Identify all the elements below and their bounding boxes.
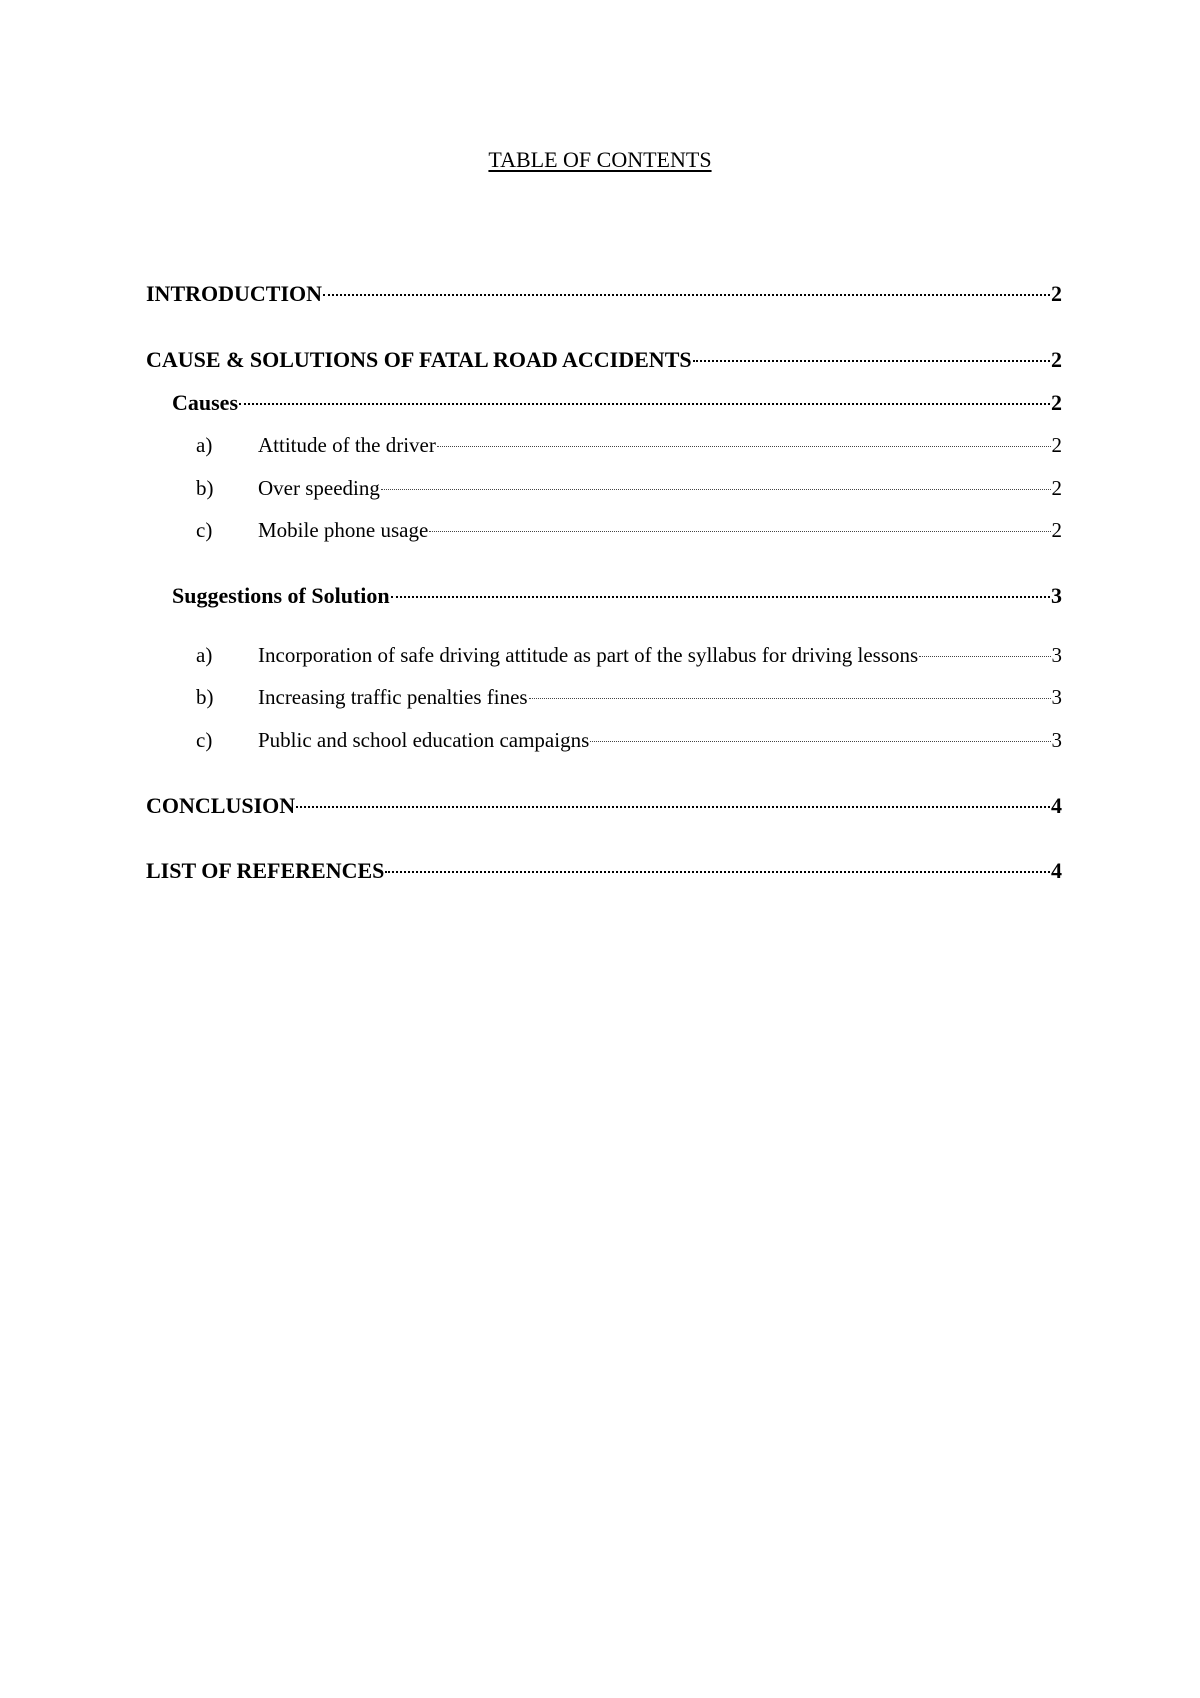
toc-page-number: 3 xyxy=(1051,685,1062,709)
toc-entry-label: Suggestions of Solution xyxy=(172,583,390,608)
toc-page-number: 3 xyxy=(1051,583,1062,608)
dot-leader xyxy=(239,403,1050,405)
toc-entry-mobile-phone-usage[interactable] xyxy=(196,516,1062,544)
toc-page-number: 2 xyxy=(1051,476,1062,500)
toc-page-number: 3 xyxy=(1051,643,1062,667)
toc-entry-over-speeding[interactable] xyxy=(196,474,1062,502)
toc-entry-label: INTRODUCTION xyxy=(146,281,323,306)
toc-entry-label: Over speeding xyxy=(258,476,380,500)
toc-entry-label: LIST OF REFERENCES xyxy=(146,858,385,883)
toc-page-number: 4 xyxy=(1051,858,1062,883)
toc-page-number: 4 xyxy=(1051,793,1062,818)
toc-entry-list-of-references[interactable] xyxy=(146,857,1062,885)
dot-leader xyxy=(323,294,1050,296)
dot-leader xyxy=(381,489,1051,490)
toc-entry-label: CONCLUSION xyxy=(146,793,296,818)
toc-entry-safe-driving-syllabus[interactable] xyxy=(196,641,1062,669)
dot-leader xyxy=(429,531,1050,532)
toc-page-number: 2 xyxy=(1051,347,1062,372)
toc-entry-label: Incorporation of safe driving attitude as part of the syllabus for driving lessons xyxy=(258,643,919,667)
toc-entry-causes[interactable] xyxy=(172,389,1062,417)
dot-leader xyxy=(391,596,1050,598)
toc-entry-label: Causes xyxy=(172,390,239,415)
toc-entry-suggestions-of-solution[interactable] xyxy=(172,582,1062,610)
toc-entry-cause-solutions[interactable] xyxy=(146,346,1062,374)
toc-page-number: 2 xyxy=(1051,281,1062,306)
list-marker: c) xyxy=(196,518,213,542)
dot-leader xyxy=(437,446,1051,447)
toc-title: TABLE OF CONTENTS xyxy=(488,147,712,172)
toc-page-number: 3 xyxy=(1051,728,1062,752)
toc-entry-attitude-of-driver[interactable] xyxy=(196,431,1062,459)
dot-leader xyxy=(385,871,1050,873)
toc-page-number: 2 xyxy=(1051,518,1062,542)
list-marker: c) xyxy=(196,728,213,752)
dot-leader xyxy=(590,741,1050,742)
list-marker: b) xyxy=(196,476,214,500)
dot-leader xyxy=(529,698,1051,699)
toc-entry-conclusion[interactable] xyxy=(146,792,1062,820)
toc-entry-label: CAUSE & SOLUTIONS OF FATAL ROAD ACCIDENTS xyxy=(146,347,692,372)
toc-entry-education-campaigns[interactable] xyxy=(196,726,1062,754)
toc-entry-introduction[interactable] xyxy=(146,280,1062,308)
toc-entry-label: Attitude of the driver xyxy=(258,433,436,457)
toc-entry-traffic-penalties[interactable] xyxy=(196,683,1062,711)
list-marker: a) xyxy=(196,643,213,667)
list-marker: a) xyxy=(196,433,213,457)
dot-leader xyxy=(693,360,1050,362)
toc-page-number: 2 xyxy=(1051,390,1062,415)
toc-page-number: 2 xyxy=(1051,433,1062,457)
dot-leader xyxy=(919,656,1050,657)
toc-entry-label: Increasing traffic penalties fines xyxy=(258,685,528,709)
dot-leader xyxy=(296,806,1050,808)
toc-entry-label: Mobile phone usage xyxy=(258,518,429,542)
list-marker: b) xyxy=(196,685,214,709)
toc-entry-label: Public and school education campaigns xyxy=(258,728,590,752)
